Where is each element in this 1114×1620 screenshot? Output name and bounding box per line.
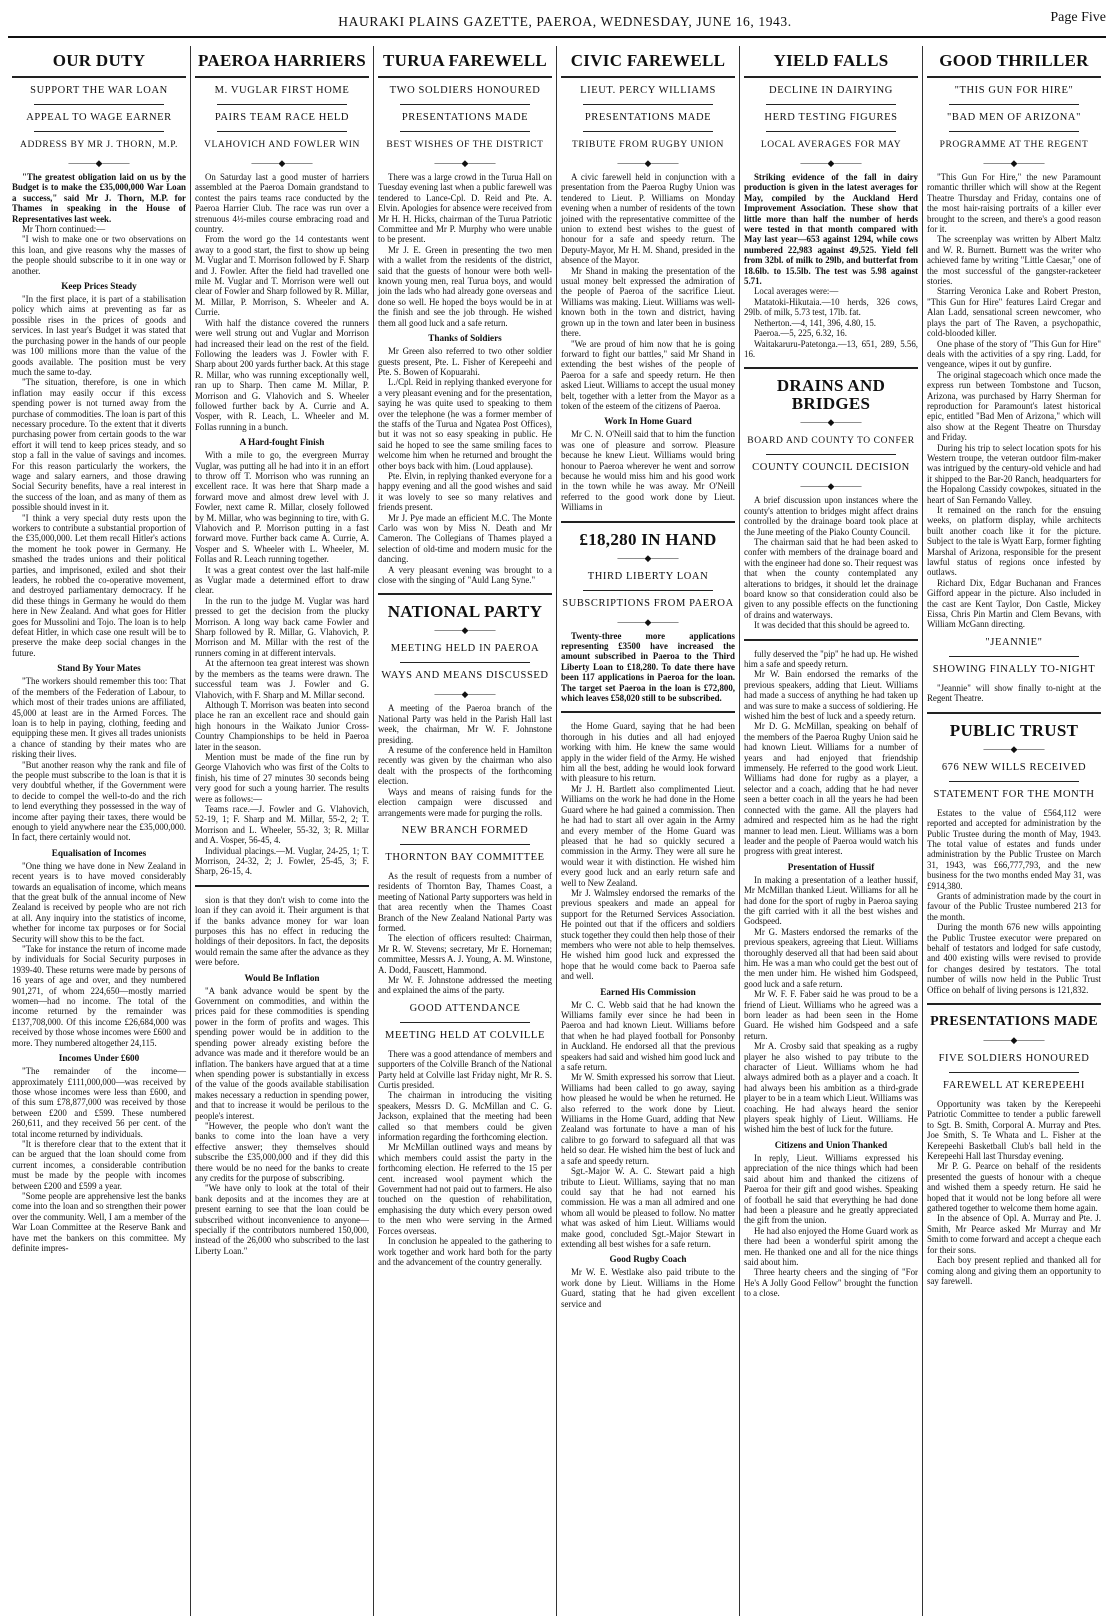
headline-yield-falls: YIELD FALLS — [773, 51, 889, 70]
paragraph: Matatoki-Hikutaia.—10 herds, 326 cows, 29lb. of milk, 5.73 test, 17lb. fat. — [744, 296, 918, 318]
subhead: Stand By Your Mates — [57, 663, 141, 674]
paragraph: With a mile to go, the evergreen Murray Vuglar, was putting all he had into it in an effort to throw off T. Morrison who was running an excellent race. It was here that Sharp made a forward move and almost drew level with J. Fowler, next came R. Millar, closely followed by M. Millar, who was beginning to tire, with G. Vlahovich and P. Morrison putting in a fast forward move. Further back came A. Currie, A. Vosper and S. Wheeler with L. Wheeler, M. Follas and R. Leach running together. — [195, 450, 369, 565]
paragraph: Three hearty cheers and the singing of "For He's A Jolly Good Fellow" brought the function to a close. — [744, 1267, 918, 1299]
paragraph: Mr G. Masters endorsed the remarks of the previous speakers, agreeing that Lieut. Williams thoroughly deserved all that had been said about him. He was a man who could get the best out of the men under him. He wished him Godspeed, good luck and a safe return. — [744, 926, 918, 989]
paragraph: Mr W. Bain endorsed the remarks of the previous speakers, adding that Lieut. Williams had made a success of anything he had taken up and was sure to make a success of soldiering. He wished him the best of luck and a speedy return. — [744, 669, 918, 722]
paragraph: There was a good attendance of members and supporters of the Colville Branch of the National Party held at Colville last Friday night, Mr R. S. Curtis presided. — [378, 1048, 552, 1090]
paragraph: Mr Green also referred to two other soldier guests present, Pte. L. Fisher of Kerepeehi and Pte. S. Bowen of Kopuarahi. — [378, 346, 552, 377]
column-2 — [191, 46, 374, 1616]
rule — [400, 131, 530, 132]
deck: PROGRAMME AT THE REGENT — [939, 140, 1089, 150]
rule — [400, 104, 530, 105]
paragraph: The election of officers resulted: Chairman, Mr R. W. Stevens; secretary, Mr E. Horneman; committee, Messrs A. J. Young, A. M. Winstone, A. Dodd, Fauscett, Hammond. — [378, 933, 552, 975]
rule — [12, 76, 186, 78]
paragraph: Teams race.—J. Fowler and G. Vlahovich, 52-19, 1; F. Sharp and M. Millar, 55-2, 2; T. Morrison and L. Wheeler, 55-32, 3; R. Millar and A. Vosper, 56-45, 4. — [195, 803, 369, 846]
rule — [378, 76, 552, 78]
deck: LIEUT. PERCY WILLIAMS — [580, 85, 716, 96]
subhead: Equalisation of Incomes — [51, 847, 147, 858]
paragraph: With half the distance covered the runners were well strung out and Vuglar and Morrison had increased their lead on the rest of the field. Following the leaders was J. Fowler with F. Sharp about 200 yards further back. At this stage R. Millar, who was running exceptionally well, ran up to Sharp. Then came M. Millar, P. Morrison and G. Vlahovich and S. Wheeler followed further back by A. Currie and A. Vosper, with R. Leach, L. Wheeler and M. Follas running in a bunch. — [195, 317, 369, 432]
deck: TWO SOLDIERS HONOURED — [389, 85, 541, 96]
divider: ―――◆――― — [800, 481, 862, 492]
paragraph: "The remainder of the income—approximately £111,000,000—was received by those whose incomes were less than £600, and of this sum £78,877,000 was received by those between £200 and £599. These numbered 260,611, and they received 56 per cent. of the total income returned by individuals. — [12, 1066, 186, 1139]
subhead: Work In Home Guard — [604, 416, 692, 427]
subhead: A Hard-fought Finish — [239, 437, 325, 448]
paragraph: A meeting of the Paeroa branch of the National Party was held in the Parish Hall last week, the chairman, Mr W. F. Johnstone presiding. — [378, 703, 552, 745]
paragraph: Pte. Elvin, in replying thanked everyone for a happy evening and all the good wishes and said it was lovely to see so many relatives and friends present. — [378, 470, 552, 513]
subhead: Keep Prices Steady — [61, 281, 137, 292]
divider: ―――◆――― — [617, 616, 679, 627]
deck: FAREWELL AT KEREPEEHI — [943, 1080, 1085, 1091]
paragraph: Sgt.-Major W. A. C. Stewart paid a high tribute to Lieut. Williams, saying that no man could say that he had not earned his commission. He was a man all admired and one whom all would be pleased to follow. No matter what was asked of him Lieut. Williams would make good, concluded Sgt.-Major Stewart in extending all best wishes for a safe return. — [561, 1166, 735, 1249]
rule — [927, 76, 1101, 78]
paragraph: The screenplay was written by Albert Maltz and W. R. Burnett. Burnett was the writer who achieved fame by writing "Little Caesar," one of the most successful of the gangster-racketeer stories. — [927, 234, 1101, 287]
column-1 — [8, 46, 191, 1616]
rule — [400, 844, 530, 845]
divider: ―――◆――― — [434, 689, 496, 700]
headline-presentations-made: PRESENTATIONS MADE — [930, 1014, 1098, 1029]
paragraph: Starring Veronica Lake and Robert Preston, "This Gun for Hire" features Laird Cregar and Alan Ladd, sensational screen newcomer, who plays the part of The Raven, a psychopathic, cold-blooded killer. — [927, 286, 1101, 339]
paragraph: During his trip to select location spots for his Western troupe, the veteran outdoor film-maker was intrigued by the century-old vehicle and had it shipped to the Bar-20 Ranch, headquarters for the Hopalong Cassidy cowpokes, situated in the heart of San Fernando Valley. — [927, 442, 1101, 505]
subhead: Thanks of Soldiers — [428, 333, 502, 344]
paragraph: "One thing we have done in New Zealand in recent years is to have moved considerably towards an equalisation of income, which means that the great bulk of the annual income of New Zealand is received by people who are not rich at all. Any inquiry into the statistics of income, whether for income tax purposes or for Social Security will show this to be the fact. — [12, 860, 186, 944]
divider: ―――◆――― — [983, 1035, 1045, 1045]
deck: "THIS GUN FOR HIRE" — [954, 85, 1074, 96]
paragraph: Mr J. Pye made an efficient M.C. The Monte Carlo was won by Miss N. Death and Mr Cameron. The Collegians of Thames played a selection of old-time and modern music for the dancing. — [378, 512, 552, 565]
paragraph: It remained on the ranch for the ensuing weeks, on platform display, while architects built another coach like it for the picture. Subject to the tale is Wyatt Earp, former fighting Marshal of Arizona, responsible for the present lawful status of regions once infested by outlaws. — [927, 505, 1101, 578]
rule — [949, 656, 1079, 657]
paragraph: Mr Thorn continued:— — [22, 224, 106, 235]
rule — [744, 639, 918, 641]
rule — [583, 590, 713, 591]
paragraph: "A bank advance would be spent by the Government on commodities, and within the prices paid for these commodities is spending power in the form of profits and wages. This spending power would be in addition to the spending power already existing before the advance was made and it therefore would be an inflation. The bankers have argued that at a time when spending power is substantially in excess of the value of the goods available stabilisation makes necessary a reduction in spending power, and that to increase it would be perilous to the people's interest. — [195, 985, 369, 1121]
rule — [378, 593, 552, 595]
headline-civic-farewell: CIVIC FAREWELL — [570, 51, 726, 70]
deck: BOARD AND COUNTY TO CONFER — [747, 436, 915, 447]
deck: MEETING HELD IN PAEROA — [390, 643, 540, 655]
paragraph: A brief discussion upon instances where the county's attention to bridges might affect drains controlled by the drainage board took place at the June meeting of the Piako County Council. — [744, 495, 918, 537]
deck: PRESENTATIONS MADE — [401, 112, 529, 123]
deck: THORNTON BAY COMMITTEE — [385, 851, 545, 863]
paragraph: Mr W. Smith expressed his sorrow that Lieut. Williams had been called to go away, saying how pleased he would be when he returned. He also referred to the work done by Lieut. Williams in the Home Guard, adding that New Zealand was fortunate to have a man of his calibre to go forward to safeguard all that was held so dear. He wished him the best of luck and a safe and speedy return. — [561, 1072, 735, 1166]
divider: ―――◆――― — [434, 625, 496, 636]
rule — [561, 76, 735, 78]
subhead: Incomes Under £600 — [58, 1053, 140, 1064]
headline-public-trust: PUBLIC TRUST — [949, 720, 1079, 740]
rule — [195, 76, 369, 78]
divider: ―――◆――― — [983, 743, 1045, 754]
paragraph: Mr J. Walmsley endorsed the remarks of the previous speakers and made an appeal for support for the Returned Services Association. He pointed out that if the officers and soldiers stuck together they could then help those of their members who were not able to help themselves. He wished him good luck and expressed the hope that he would come back to Paeroa safe and well. — [561, 887, 735, 982]
rule — [949, 781, 1079, 782]
paragraph: Mr C. N. O'Neill said that to him the function was one of pleasure and sorrow. Pleasure because he knew Lieut. Williams would bring honour to Paeroa wherever he went and sorrow because he would miss him and his good work in the town while he was away. Mr O'Neill referred to the good work done by Lieut. Williams in — [561, 429, 735, 513]
paragraph: Opportunity was taken by the Kerepeehi Patriotic Committee to tender a public farewell to Sgt. B. Smith, Corporal A. Murray and Ptes. Joe Smith, S. Te Whata and L. Fisher at the Kerepeehi Basketball Club's ball held in the Kerepeehi Hall last Thursday evening. — [927, 1099, 1101, 1162]
paragraph: Mr A. Crosby said that speaking as a rugby player he also wished to pay tribute to the character of Lieut. Williams whom he had always admired both as a player and a coach. It had always been his ambition as a third-grade player to be in a team which Lieut. Williams was coaching. He had always heard the senior players speak highly of Lieut. Williams. He wished him the best of luck for the future. — [744, 1041, 918, 1135]
rule — [34, 131, 164, 132]
paragraph: "In the first place, it is part of a stabilisation policy which aims at preventing as far as possible rises in the prices of goods and services. In last year's Budget it was stated that the purchasing power in the hands of our people was 100 millions more than the value of the goods available. The position must be very much the same to-day. — [12, 294, 186, 377]
deck: "JEANNIE" — [985, 636, 1043, 648]
paragraph: On Saturday last a good muster of harriers assembled at the Paeroa Domain grandstand to contest the pairs teams race conducted by the Paeroa Harrier Club. The race was run over a strenuous 4½-miles course embracing road and country. — [195, 172, 369, 235]
deck: NEW BRANCH FORMED — [401, 824, 529, 836]
deck: HERD TESTING FIGURES — [764, 112, 898, 123]
rule — [34, 104, 164, 105]
deck: BEST WISHES OF THE DISTRICT — [386, 140, 544, 150]
paragraph: "However, the people who don't want the banks to come into the loan have a very effective answer; they themselves should subscribe the £35,000,000 and if they did this there would be no need for the banks to create any credits for the purpose of subscribing. — [195, 1120, 369, 1183]
paragraph: It was a great contest over the last half-mile as Vuglar made a determined effort to draw clear. — [195, 564, 369, 596]
divider: ―――◆――― — [68, 158, 130, 168]
paragraph: A civic farewell held in conjunction with a presentation from the Paeroa Rugby Union was tendered to Lieut. P. Williams on Monday evening when a number of residents of the town joined with the representative committee of the union to extend best wishes to the guest of honour for a safe and speedy return. The Deputy-Mayor, Mr H. M. Shand, presided in the absence of the Mayor. — [561, 172, 735, 266]
rule — [561, 521, 735, 523]
paragraph: "We have only to look at the total of their bank deposits and at the incomes they are at present earning to see that the loan could be subscribed without inconvenience to anyone—specially if the contributors numbered 150,000, instead of the 26,000 who subscribed to the last Liberty Loan." — [195, 1183, 369, 1256]
paragraph: Each boy present replied and thanked all for coming along and giving them an opportunity to say farewell. — [927, 1255, 1101, 1286]
paragraph: Mr P. G. Pearce on behalf of the residents presented the guests of honour with a cheque and wished them a speedy return. He said he hoped that it would not be long before all were gathered together to welcome them home again. — [927, 1161, 1101, 1214]
paragraph: Ways and means of raising funds for the election campaign were discussed and arrangements were made for purging the rolls. — [378, 786, 552, 818]
deck: M. VUGLAR FIRST HOME — [214, 85, 350, 96]
paragraph: sion is that they don't wish to come into the loan if they can avoid it. Their argument is that if the banks advance money for war loan purposes this has no effect in reducing the holdings of their depositors. In fact, the deposits would remain the same after the advance as they were before. — [195, 894, 369, 968]
rule — [949, 104, 1079, 105]
paragraph: During the month 676 new wills appointing the Public Trustee executor were prepared on behalf of testators and lodged for safe custody, and 400 existing wills were revised to provide for changes desired by testators. The total number of wills now held in the Public Trust Office on behalf of living persons is 121,832. — [927, 922, 1101, 995]
paragraph: Although T. Morrison was beaten into second place he ran an excellent race and should gain high honours in the Waikato Junior Cross-Country Championships to be held in Paeroa later in the season. — [195, 699, 369, 752]
subhead: Would Be Inflation — [244, 972, 320, 983]
paragraph: "Take for instance the return of income made by individuals for Social Security purposes in 1939-40. These returns were made by persons of 16 years of age and over, and they numbered 901,271, of whom 224,650—mostly married women—had no income. The total of the income returned by the remainder was £137,708,000. Of this income £26,684,000 was received by those whose incomes were £600 and more. They numbered altogether 24,115. — [12, 944, 186, 1048]
paragraph: The original stagecoach which once made the express run between Tombstone and Tucson, Arizona, was purchased by Harry Sherman for reproduction for Paramount's latest historical epic, entitled "Bad Men of Arizona," which will also show at the Regent Theatre on Thursday and Friday. — [927, 369, 1101, 443]
paragraph: He had also enjoyed the Home Guard work as there had been a wonderful spirit among the men. He thanked one and all for the nice things said about him. — [744, 1225, 918, 1267]
rule — [583, 131, 713, 132]
paragraph: "It is therefore clear that to the extent that it can be argued that the loan should come from current incomes, a considerable contribution must be made by the people with incomes between £200 and £599 a year. — [12, 1138, 186, 1191]
paragraph: The chairman said that he had been asked to confer with members of the drainage board and with the engineer had done so. Their request was that when the county contemplated any alterations to bridges, it should let the drainage board know so that consideration could also be given to any possible effects on the functioning of drains and waterways. — [744, 536, 918, 620]
rule — [217, 131, 347, 132]
paragraph: In making a presentation of a leather hussif, Mr McMillan thanked Lieut. Williams for all he had done for the sport of rugby in Paeroa saying the gift carried with it all the best wishes and Godspeed. — [744, 874, 918, 927]
paragraph: A very pleasant evening was brought to a close with the singing of "Auld Lang Syne." — [378, 564, 552, 586]
paragraph: At the afternoon tea great interest was shown by the members as the teams were drawn. The successful team was J. Fowler and G. Vlahovich, with F. Sharp and M. Millar second. — [195, 658, 369, 700]
paragraph: It was decided that this should be agreed to. — [754, 620, 910, 631]
newspaper-columns — [8, 46, 1106, 1616]
rule — [217, 104, 347, 105]
headline-turua-farewell: TURUA FAREWELL — [383, 51, 547, 70]
column-3 — [374, 46, 557, 1616]
deck: GOOD ATTENDANCE — [409, 1002, 521, 1014]
rule — [744, 76, 918, 78]
deck: THIRD LIBERTY LOAN — [587, 570, 709, 582]
subhead: Presentation of Hussif — [787, 861, 875, 872]
deck: COUNTY COUNCIL DECISION — [752, 462, 910, 474]
paragraph: Paeroa.—5, 225, 6.32, 16. — [754, 328, 847, 339]
paragraph: Mr J. E. Green in presenting the two men with a wallet from the residents of the district, said that the guests of honour were both well-known young men, real Turua boys, and would join the lads who had already gone overseas and done so well. He hoped the boys would be in at the finish and see the job through. He wished them all good luck and a safe return. — [378, 244, 552, 328]
paragraph: "But another reason why the rank and file of the people must subscribe to the loan is that it is very doubtful whether, if the Government were to decide to compel the well-to-do and the rich to lend everything they possessed in the way of income after paying their taxes, there would be enough to yield anywhere near the £35,000,000. In fact, there certainly would not. — [12, 759, 186, 843]
paragraph: Estates to the value of £564,112 were reported and accepted for administration by the Public Trustee during the month of May, 1943. The total value of estates and funds under administration by the Public Trustee on March 31, 1943, was £66,777,793, and the new business for the two months ended May 31, was £914,380. — [927, 807, 1101, 891]
deck: LOCAL AVERAGES FOR MAY — [760, 140, 902, 150]
column-5 — [740, 46, 923, 1616]
deck: PRESENTATIONS MADE — [584, 112, 712, 123]
paragraph: In conclusion he appealed to the gathering to work together and work hard both for the party and the advancement of the country generally. — [378, 1236, 552, 1267]
deck: "BAD MEN OF ARIZONA" — [946, 112, 1082, 123]
paragraph: A resume of the conference held in Hamilton recently was given by the chairman who also dealt with the prospects of the forthcoming election. — [378, 745, 552, 787]
paragraph: Mention must be made of the fine run by George Vlahovich who was first of the Colts to finish, his time of 27 minutes 30 seconds being very good for such a young harrier. The results were as follows:— — [195, 751, 369, 804]
deck: SHOWING FINALLY TO-NIGHT — [932, 663, 1096, 675]
paragraph: There was a large crowd in the Turua Hall on Tuesday evening last when a public farewell was tendered to Lance-Cpl. D. Reid and Pte. A. Elvin. Apologies for absence were received from Mr H. H. Hicks, chairman of the Turua Patriotic Committee and Mr P. Murphy who were unable to be present. — [378, 172, 552, 245]
deck: SUBSCRIPTIONS FROM PAEROA — [562, 597, 734, 609]
paragraph: In the run to the judge M. Vuglar was hard pressed to get the decision from the plucky Morrison. A long way back came Fowler and Sharp followed by R. Millar, G. Vlahovich, P. Morrison and M. Millar with the rest of the runners coming in at different intervals. — [195, 595, 369, 658]
rule — [744, 367, 918, 369]
deck: SUPPORT THE WAR LOAN — [30, 85, 168, 96]
divider: ―――◆――― — [983, 158, 1045, 168]
paragraph: Striking evidence of the fall in dairy production is given in the latest averages for May, compiled by the Auckland Herd Improvement Association. These show that little more than half the number of herds were tested in that month compared with May last year—653 against 1294, while cows numbered 22,983 against 49,525. Yield fell from 32bl. of milk to 29lb, and butterfat from 18.6lb. to 15.5lb. The test was 5.98 against 5.71. — [744, 172, 918, 287]
masthead-title: HAURAKI PLAINS GAZETTE, PAEROA, WEDNESDAY, JUNE 16, 1943. — [338, 14, 792, 29]
divider: ―――◆――― — [800, 158, 862, 168]
rule — [400, 1022, 530, 1023]
paragraph: "I think a very special duty rests upon the workers to contribute a substantial proportion of the £35,000,000. Let them recall Hitler's actions the moment he took power in Germany. He smashed the trades unions and their political parties, and imprisoned, exiled and shot their leaders, he robbed the co-operative movement, and destroyed parliamentary democracy. If he did these things in Germany he would do them here in New Zealand. And what goes for Hitler goes for Mussolini and Tojo. The loan is to help defeat Hitler, in which case one result will be to preserve the make deep social changes in the future. — [12, 512, 186, 658]
deck: DECLINE IN DAIRYING — [769, 85, 893, 96]
rule — [766, 131, 896, 132]
paragraph: Mr W. E. Westlake also paid tribute to the work done by Lieut. Williams in the Home Guard, stating that he had given excellent service and — [561, 1267, 735, 1309]
paragraph: "The workers should remember this too: That of the members of the Federation of Labour, to which most of their trades unions are affiliated, 45,000 at least are in the Armed Forces. The loan is to help in paying, clothing, feeding and equipping these men. It gives all trades unionists a chance of standing by their mates who are risking their lives. — [12, 676, 186, 760]
paragraph: Mr McMillan outlined ways and means by which members could assist the party in the forthcoming election. He referred to the 15 per cent. increased wool payment which the Government had not paid out to farmers. He also touched on the question of rehabilitation, emphasising the duty which every person owed to the men who were serving in the Armed Forces overseas. — [378, 1142, 552, 1236]
paragraph: L./Cpl. Reid in replying thanked everyone for a very pleasant evening and for the presentation, saying he was quite used to speaking to them over the telephone (he was a former member of the staffs of the Turua and Ngatea Post Offices), but it was not so easy speaking in public. He said he hoped to see the same smiling faces to welcome him when he returned and brought the other boys back with him. (Loud applause). — [378, 377, 552, 471]
paragraph: Mr Shand in making the presentation of the usual money belt expressed the admiration of the people of Paeroa of the sacrifice Lieut. Williams was making. Lieut. Williams was well-known both in the town and district, having grown up in the town and later been in business there. — [561, 265, 735, 339]
headline-paeroa-harriers: PAEROA HARRIERS — [197, 51, 367, 70]
paragraph: As the result of requests from a number of residents of Thornton Bay, Thames Coast, a meeting of National Party supporters was held in that area recently when the Thames Coast Branch of the New Zealand National Party was formed. — [378, 870, 552, 933]
paragraph: Grants of administration made by the court in favour of the Public Trustee numbered 213 for the month. — [927, 890, 1101, 922]
page-number: Page Five — [1050, 10, 1106, 25]
paragraph: Richard Dix, Edgar Buchanan and Frances Gifford appear in the picture. Also included in the cast are Kent Taylor, Don Castle, Mickey Eissa, Chris Pin Martin and Clem Bevans, with William McGann directing. — [927, 577, 1101, 630]
subhead: Earned His Commission — [600, 986, 696, 997]
headline-national-party: NATIONAL PARTY — [387, 602, 543, 622]
paragraph: In the absence of Opl. A. Murray and Pte. J. Smith, Mr Pearce asked Mr Murray and Mr Smith to come forward and accept a cheque each for their sons. — [927, 1213, 1101, 1255]
paragraph: the Home Guard, saying that he had been thorough in his duties and all had enjoyed working with him. He knew the same would apply in the wider field of the Army. He wished him all the best, adding he would look forward with pleasure to his return. — [561, 721, 735, 784]
masthead — [8, 6, 1106, 38]
rule — [949, 1072, 1079, 1073]
divider: ―――◆――― — [251, 158, 313, 168]
divider: ―――◆――― — [617, 552, 679, 563]
paragraph: Individual placings.—M. Vuglar, 24-25, 1; T. Morrison, 24-32, 2; J. Fowler, 25-45, 3; F. Sharp, 26-15, 4. — [195, 845, 369, 877]
subhead: Good Rugby Coach — [609, 1254, 687, 1265]
paragraph: "I wish to make one or two observations on this loan, and give reasons why the masses of the people should subscribe to it in one way or another. — [12, 234, 186, 276]
paragraph: Local averages were:— — [754, 286, 839, 297]
rule — [400, 662, 530, 663]
paragraph: "The greatest obligation laid on us by the Budget is to make the £35,000,000 War Loan a success," said Mr J. Thorn, M.P. for Thames in speaking in the House of Representatives last week. — [12, 172, 186, 224]
paragraph: "Jeannie" will show finally to-night at the Regent Theatre. — [927, 682, 1101, 704]
deck: FIVE SOLDIERS HONOURED — [938, 1053, 1090, 1064]
paragraph: Mr W. F. Johnstone addressed the meeting and explained the aims of the party. — [378, 974, 552, 996]
paragraph: Waitakaruru-Patetonga.—13, 651, 289, 5.56, 16. — [744, 338, 918, 359]
rule — [766, 454, 896, 455]
deck: STATEMENT FOR THE MONTH — [933, 788, 1095, 800]
headline-good-thriller: GOOD THRILLER — [939, 51, 1089, 70]
deck: 676 NEW WILLS RECEIVED — [941, 761, 1087, 773]
paragraph: Netherton.—4, 141, 396, 4.80, 15. — [754, 317, 877, 328]
deck: ADDRESS BY MR J. THORN, M.P. — [19, 140, 178, 150]
headline-drains-bridges: DRAINS AND BRIDGES — [776, 376, 886, 414]
rule — [195, 885, 369, 887]
deck: MEETING HELD AT COLVILLE — [385, 1029, 545, 1041]
rule — [927, 712, 1101, 714]
paragraph: "This Gun For Hire," the new Paramount romantic thriller which will show at the Regent Theatre Thursday and Friday, contains one of the most hair-raising portraits of a killer ever brought to the screen, and there's a good reason for it. — [927, 172, 1101, 235]
paragraph: "We are proud of him now that he is going forward to fight our battles," said Mr Shand in extending the best wishes of the people of Paeroa for a safe and speedy return. He then asked Lieut. Williams to accept the usual money belt, together with a letter from the Mayor as a token of the esteem of the citizens of Paeroa. — [561, 338, 735, 411]
paragraph: One phase of the story of "This Gun for Hire" deals with the activities of a spy ring. Ladd, for vengeance, wipes it out by gunfire. — [927, 338, 1101, 370]
paragraph: Twenty-three more applications representing £3500 have increased the amount subscribed in Paeroa to the Third Liberty Loan to £18,280. To date there have been 117 applications in Paeroa for the loan. The target set Paeroa in the loan is £72,800, which leaves £58,020 still to be subscribed. — [561, 630, 735, 704]
paragraph: Mr J. H. Bartlett also complimented Lieut. Williams on the work he had done in the Home Guard where he had gained a commission. Then he had had to start all over again in the Army and every member of the Home Guard was pleased that he had so quickly secured a commission in the Army. They were all sure he would wear it with distinction. He wished him every good luck and an early return safe and well to New Zealand. — [561, 783, 735, 888]
paragraph: Mr W. F. F. Faber said he was proud to be a friend of Lieut. Williams who he agreed was a born leader as had been seen in the Home Guard. He wished him Godspeed and a safe return. — [744, 989, 918, 1041]
deck: VLAHOVICH AND FOWLER WIN — [204, 140, 360, 150]
column-4 — [557, 46, 740, 1616]
paragraph: In reply, Lieut. Williams expressed his appreciation of the nice things which had been said about him and thanked the citizens of Paeroa for their gift and good wishes. Speaking of football he said that everything he had done had been a pleasure and he greatly appreciated the gift from the union. — [744, 1152, 918, 1226]
rule — [766, 104, 896, 105]
rule — [561, 711, 735, 713]
deck: WAYS AND MEANS DISCUSSED — [381, 670, 549, 682]
deck: PAIRS TEAM RACE HELD — [214, 112, 350, 123]
column-6 — [923, 46, 1106, 1616]
rule — [927, 1003, 1101, 1005]
divider: ―――◆――― — [434, 158, 496, 168]
divider: ―――◆――― — [800, 417, 862, 428]
headline-our-duty: OUR DUTY — [52, 51, 146, 70]
deck: TRIBUTE FROM RUGBY UNION — [571, 140, 725, 150]
paragraph: Mr C. C. Webb said that he had known the Williams family ever since he had been in Paeroa and had known Lieut. Williams before that when he had played football for Ponsonby in Auckland. He endorsed all that the previous speakers had said and wished him good luck and a safe return. — [561, 999, 735, 1073]
divider: ―――◆――― — [617, 158, 679, 168]
paragraph: Mr D. G. McMillan, speaking on behalf of the members of the Paeroa Rugby Union said he had known Lieut. Williams for a number of years and had enjoyed that friendship immensely. He referred to the good work Lieut. Williams had done for rugby as a player, a selector and a coach, adding that he had never seen a better coach in all the years he had been connected with the game. All the players had admired and respected him as he had the right manner to lead men. Lieut. Williams was a born leader and the people of Paeroa would watch his progress with great interest. — [744, 721, 918, 857]
rule — [949, 131, 1079, 132]
deck: APPEAL TO WAGE EARNER — [26, 112, 172, 123]
paragraph: The chairman in introducing the visiting speakers, Messrs D. G. McMillan and C. G. Jackson, explained that the meeting had been called so that members could be given information regarding the forthcoming election. — [378, 1090, 552, 1143]
subhead: Citizens and Union Thanked — [774, 1139, 888, 1150]
headline-liberty-loan: £18,280 IN HAND — [579, 529, 717, 549]
paragraph: "The situation, therefore, is one in which inflation may easily occur if this excess spending power is not turned away from the purchase of commodities. The loan is part of this necessary procedure. To the extent that it diverts purchasing power from certain goods to the war effort it will tend to keep prices steady, and so stop a fall in the value of savings and incomes. For this reason particularly the workers, the wage and salary earners, and those drawing Social Security benefits, have a real interest in the success of the loan, and as many of them as possible should invest in it. — [12, 377, 186, 513]
paragraph: From the word go the 14 contestants went away to a good start, the first to show up being M. Vuglar and T. Morrison followed by F. Sharp and J. Fowler. After the field had travelled one mile M. Vuglar and T. Morrison were well out clear of Fowler and Sharp followed by R. Millar, M. Millar, P. Morrison, S. Wheeler and A. Currie. — [195, 234, 369, 318]
paragraph: "Some people are apprehensive lest the banks come into the loan and so strengthen their power over the community. Well, I am a member of the War Loan Committee at the Reserve Bank and have met the bankers on this committee. My definite impres- — [12, 1190, 186, 1253]
paragraph: fully deserved the "pip" he had up. He wished him a safe and speedy return. — [744, 648, 918, 669]
rule — [583, 104, 713, 105]
